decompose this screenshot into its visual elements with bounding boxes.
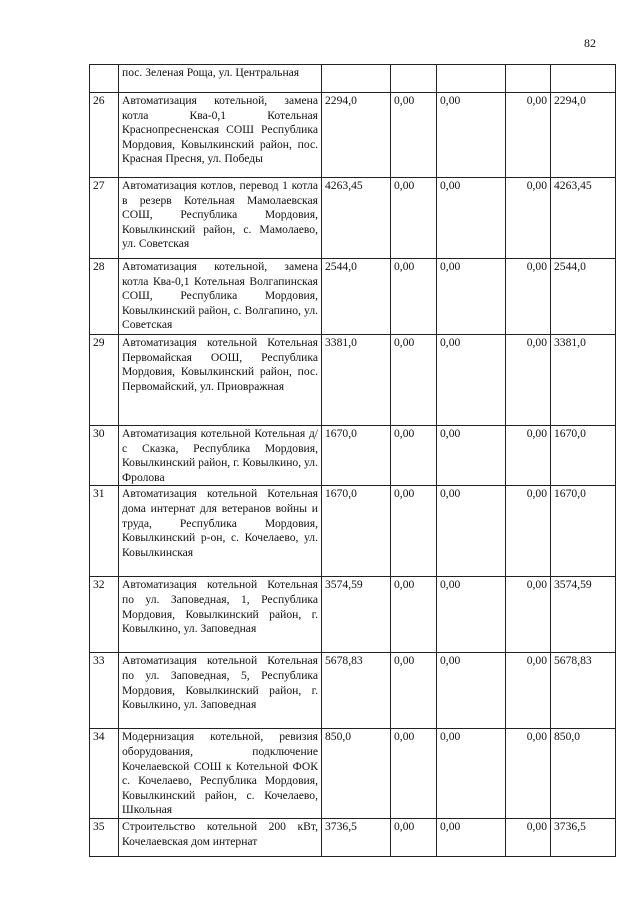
value-col-5: 0,00: [506, 259, 551, 335]
table-row: [90, 335, 616, 426]
table-row: [90, 426, 616, 486]
table-row: [90, 65, 616, 93]
page-number: 82: [584, 36, 596, 50]
value-col-6: 2544,0: [551, 259, 616, 335]
value-col-3: 0,00: [391, 93, 437, 178]
value-col-6: 3574,59: [551, 577, 616, 653]
value-col-4: 0,00: [437, 486, 506, 577]
value-col-6: 1670,0: [551, 426, 616, 486]
value-col-3: 0,00: [391, 335, 437, 426]
value-col-3: 0,00: [391, 178, 437, 259]
value-col-4: 0,00: [437, 818, 506, 856]
value-col-4: 0,00: [437, 729, 506, 819]
row-number: 30: [90, 426, 119, 486]
measure-name: Автоматизация котельной Котельная Первомайская ООШ, Республика Мордовия, Ковылкинский район, пос. Первомайский, ул. Приовражная: [119, 335, 322, 426]
value-col-3: 0,00: [391, 653, 437, 729]
table-row: [90, 259, 616, 335]
measure-name: Автоматизация котельной Котельная по ул. Заповедная, 1, Республика Мордовия, Ковылкинский район, г. Ковылкино, ул. Заповедная: [119, 577, 322, 653]
table-row: [90, 577, 616, 653]
value-col-5: 0,00: [506, 426, 551, 486]
value-col-6: 4263,45: [551, 178, 616, 259]
value-col-4: [437, 65, 506, 93]
value-col-4: 0,00: [437, 335, 506, 426]
value-col-3: [391, 65, 437, 93]
total-value: 2544,0: [322, 259, 391, 335]
value-col-5: 0,00: [506, 818, 551, 856]
value-col-5: 0,00: [506, 577, 551, 653]
value-col-4: 0,00: [437, 93, 506, 178]
value-col-5: 0,00: [506, 93, 551, 178]
row-number: 29: [90, 335, 119, 426]
value-col-6: 3381,0: [551, 335, 616, 426]
measure-name: Автоматизация котельной Котельная по ул. Заповедная, 5, Республика Мордовия, Ковылкинский район, г. Ковылкино, ул. Заповедная: [119, 653, 322, 729]
table-row: [90, 93, 616, 178]
value-col-4: 0,00: [437, 577, 506, 653]
total-value: 3381,0: [322, 335, 391, 426]
measures-table: [89, 64, 616, 857]
value-col-5: 0,00: [506, 178, 551, 259]
measure-name: Автоматизация котельной, замена котла Ква-0,1 Котельная Краснопресненская СОШ Республика Мордовия, Ковылкинский район, пос. Красная Пресня, ул. Победы: [119, 93, 322, 178]
row-number: 26: [90, 93, 119, 178]
value-col-3: 0,00: [391, 577, 437, 653]
value-col-3: 0,00: [391, 486, 437, 577]
measure-name: Строительство котельной 200 кВт, Кочелаевская дом интернат: [119, 818, 322, 856]
total-value: 3574,59: [322, 577, 391, 653]
row-number: 27: [90, 178, 119, 259]
value-col-3: 0,00: [391, 259, 437, 335]
total-value: 4263,45: [322, 178, 391, 259]
total-value: [322, 65, 391, 93]
row-number: 35: [90, 818, 119, 856]
value-col-4: 0,00: [437, 178, 506, 259]
value-col-6: 3736,5: [551, 818, 616, 856]
table-row: [90, 653, 616, 729]
value-col-6: [551, 65, 616, 93]
total-value: 3736,5: [322, 818, 391, 856]
value-col-6: 5678,83: [551, 653, 616, 729]
table-body: [90, 65, 616, 857]
measure-name: Модернизация котельной, ревизия оборудования, подключение Кочелаевской СОШ к Котельной ФОК с. Кочелаево, Республика Мордовия, Ковылкинский район, с. Кочелаево, Школьная: [119, 729, 322, 819]
table-row: [90, 486, 616, 577]
value-col-4: 0,00: [437, 653, 506, 729]
measure-name: пос. Зеленая Роща, ул. Центральная: [119, 65, 322, 93]
table-row: [90, 178, 616, 259]
total-value: 850,0: [322, 729, 391, 819]
value-col-6: 850,0: [551, 729, 616, 819]
value-col-5: 0,00: [506, 335, 551, 426]
total-value: 1670,0: [322, 486, 391, 577]
value-col-4: 0,00: [437, 426, 506, 486]
value-col-5: [506, 65, 551, 93]
value-col-5: 0,00: [506, 729, 551, 819]
measure-name: Автоматизация котельной, замена котла Ква-0,1 Котельная Волгапинская СОШ, Республика Мордовия, Ковылкинский район, с. Волгапино, ул. Советская: [119, 259, 322, 335]
measure-name: Автоматизация котлов, перевод 1 котла в резерв Котельная Мамолаевская СОШ, Республика Мордовия, Ковылкинский район, с. Мамолаево, ул. Советская: [119, 178, 322, 259]
total-value: 2294,0: [322, 93, 391, 178]
value-col-3: 0,00: [391, 729, 437, 819]
row-number: 31: [90, 486, 119, 577]
row-number: 33: [90, 653, 119, 729]
value-col-6: 1670,0: [551, 486, 616, 577]
value-col-3: 0,00: [391, 426, 437, 486]
value-col-5: 0,00: [506, 486, 551, 577]
value-col-3: 0,00: [391, 818, 437, 856]
value-col-5: 0,00: [506, 653, 551, 729]
row-number: 34: [90, 729, 119, 819]
table-row: [90, 729, 616, 819]
measure-name: Автоматизация котельной Котельная дома интернат для ветеранов войны и труда, Республика Мордовия, Ковылкинский р-он, с. Кочелаево, ул. Ковылкинская: [119, 486, 322, 577]
value-col-6: 2294,0: [551, 93, 616, 178]
total-value: 5678,83: [322, 653, 391, 729]
row-number: 28: [90, 259, 119, 335]
total-value: 1670,0: [322, 426, 391, 486]
table-row: [90, 818, 616, 856]
row-number: [90, 65, 119, 93]
measure-name: Автоматизация котельной Котельная д/с Сказка, Республика Мордовия, Ковылкинский район, г. Ковылкино, ул. Фролова: [119, 426, 322, 486]
row-number: 32: [90, 577, 119, 653]
value-col-4: 0,00: [437, 259, 506, 335]
